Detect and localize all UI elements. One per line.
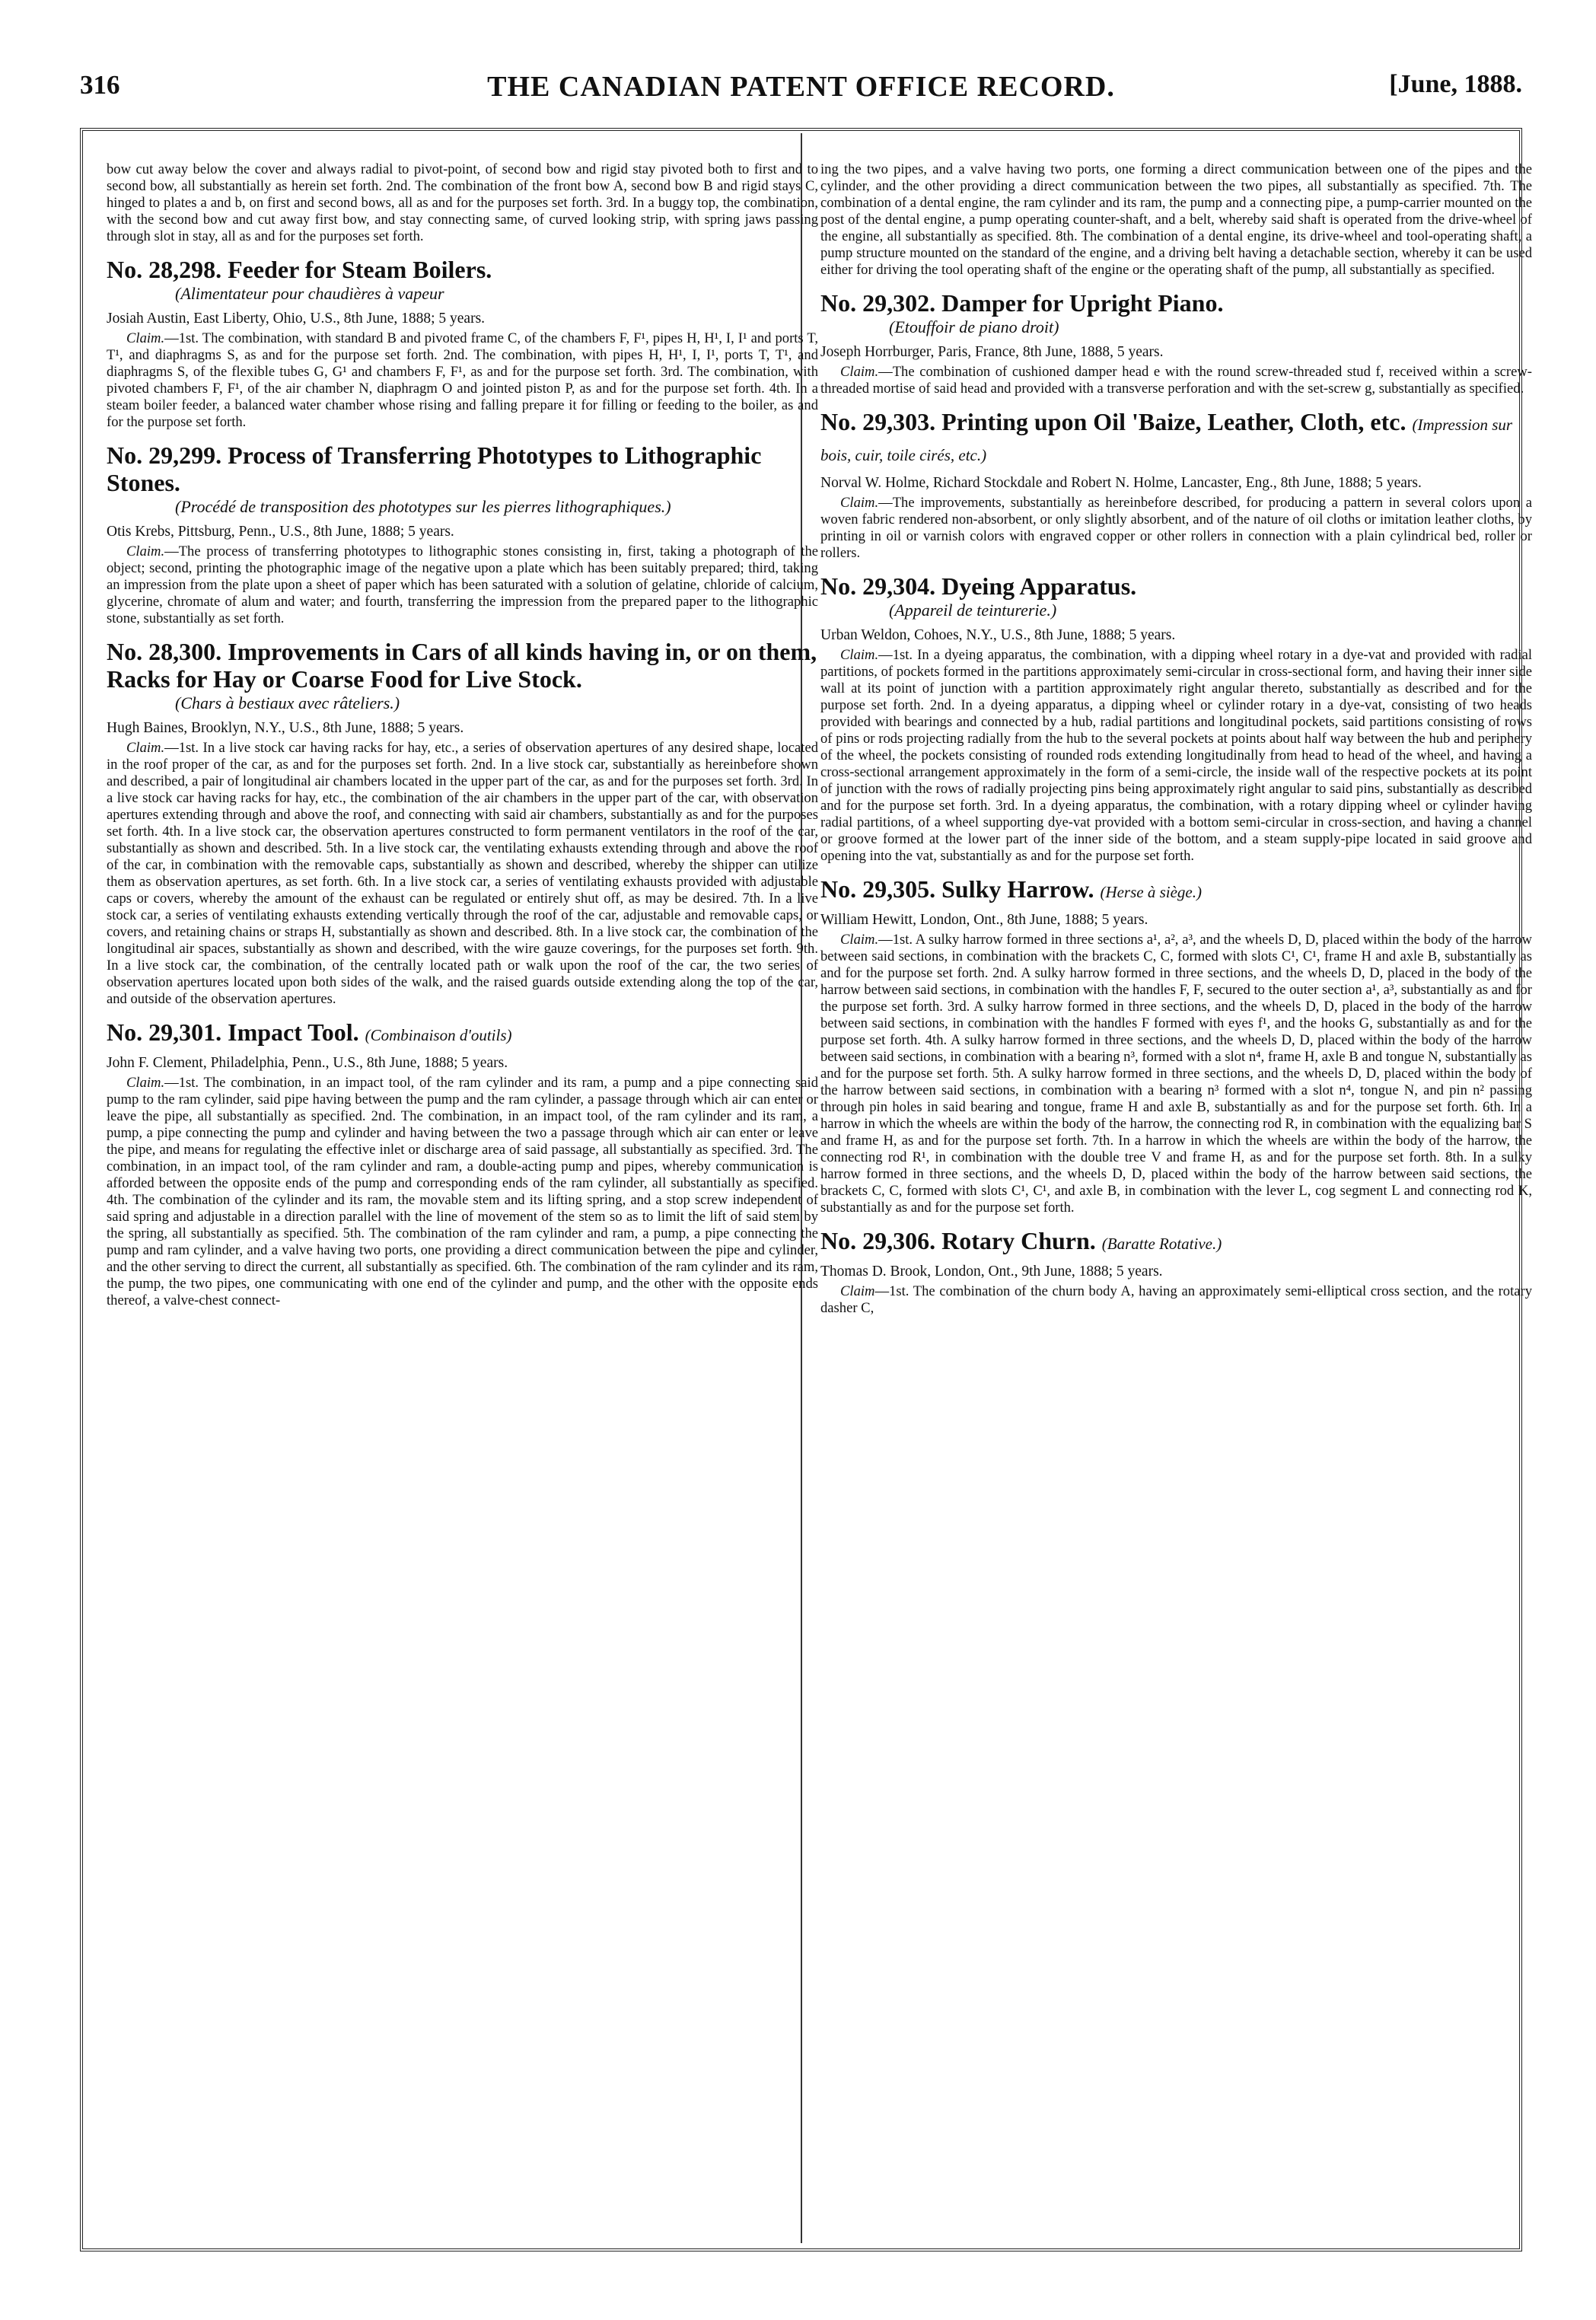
claim-label: Claim — [840, 1283, 875, 1299]
patent-entry — [820, 875, 1532, 1216]
claim-text — [820, 647, 1532, 865]
patent-title: Printing upon Oil 'Baize, Leather, Cloth, etc. — [941, 408, 1406, 435]
claim-label: Claim. — [126, 740, 165, 756]
claim-label: Claim. — [126, 543, 165, 559]
patent-entry — [820, 572, 1532, 865]
claim-text — [820, 364, 1532, 397]
french-title: (Impression sur bois, cuir, toile cirés, etc.) — [820, 416, 1513, 464]
claim-body: —1st. A sulky harrow formed in three sections a¹, a², a³, and the wheels D, D, placed within the body of the harrow between said sections, in combination with the brackets C, C, formed with slots C¹, C¹, frame H and axle B, substantially as and for the purpose set forth. 2nd. A sulky harrow formed in three sections, and the wheels D, D, placed in the body of the harrow between said sections, in combination with the handles F, F, secured to the outer section a¹, a³, substantially as and for the purpose set forth. 3rd. A sulky harrow formed in three sections, and the wheels D, D, placed in the body of the harrow between said sections, in combination with the handles F formed with eyes f¹, and the hooks G, substantially as and for the purpose set forth. 4th. A sulky harrow formed in three sections, and the wheels D, D, placed within the body of the harrow between said sections, in combination with a bearing n³, formed with a slot n⁴, frame H, axle B and tongue N, substantially as and for the purpose set forth. 5th. A sulky harrow formed in three sections, and the wheels D, D, placed within the body of the harrow between said sections, in combination with a bearing n³ formed with a slot n⁴, tongue N, and pin n² passing through pin holes in said bearing and tongue, frame H and axle B, substantially as and for the purpose set forth. 6th. In a harrow in which the wheels are within the body of the harrow, the connecting rod R, in combination with the equalizing bar S and frame H, as and for the purpose set forth. 7th. In a harrow in which the wheels are within the body of the harrow, the connecting rod R¹, in combination with the double tree V and frame H, as and for the purpose set forth. 8th. In a sulky harrow formed in three sections, and the wheels D, D, placed within the body of the harrow between said sections, the brackets C, C, formed with slots C¹, C¹, and axle B, in combination with the lever L, cog segment L and connecting rod K, substantially as and for the purpose set forth. — [820, 932, 1532, 1216]
entry-heading — [820, 1227, 1532, 1257]
patent-title: Improvements in Cars of all kinds having in, or on them, Racks for Hay or Coarse Food for Live Stock. — [107, 638, 817, 693]
claim-label: Claim. — [840, 647, 879, 663]
patent-entry — [820, 408, 1532, 562]
inventor-line: Joseph Horrburger, Paris, France, 8th June, 1888, 5 years. — [820, 344, 1164, 360]
patent-number: No. 29,305. — [820, 875, 936, 903]
patent-title: Feeder for Steam Boilers. — [228, 256, 492, 283]
patent-title: Dyeing Apparatus. — [941, 572, 1137, 600]
claim-label: Claim. — [840, 932, 879, 948]
patent-number: No. 29,303. — [820, 408, 936, 435]
claim-text — [820, 932, 1532, 1216]
french-title: (Herse à siège.) — [1100, 883, 1202, 901]
inventor-line: Norval W. Holme, Richard Stockdale and Robert N. Holme, Lancaster, Eng., 8th June, 1888; 5 years. — [820, 475, 1422, 491]
entry-heading — [107, 256, 818, 283]
claim-label: Claim. — [840, 495, 879, 511]
french-title: (Alimentateur pour chaudières à vapeur — [175, 284, 444, 303]
claim-label: Claim. — [126, 1075, 165, 1091]
claim-label: Claim. — [840, 364, 879, 380]
claim-text — [107, 740, 818, 1008]
claim-text — [107, 1075, 818, 1309]
patent-number: No. 29,304. — [820, 572, 936, 600]
page-number: 316 — [80, 70, 120, 100]
inventor-line: Urban Weldon, Cohoes, N.Y., U.S., 8th June, 1888; 5 years. — [820, 627, 1176, 643]
patent-title: Rotary Churn. — [941, 1227, 1096, 1254]
claim-body: —1st. The combination, in an impact tool, of the ram cylinder and its ram, a pump and a pipe connecting said pump to the ram cylinder, said pipe having between the pump and the ram cylinder, a passage through which air can enter or leave the pipe, all substantially as specified. 2nd. The combination, in an impact tool, of the ram cylinder and its ram, a pump, a pipe connecting the pump and cylinder and having between the two a passage through which air can enter or leave the pipe, and means for regulating the effective inlet or discharge area of said passage, all substantially as specified. 3rd. The combination, in an impact tool, of the ram cylinder and ram, a double-acting pump and pipes, whereby communication is afforded between the opposite ends of the pump and corresponding ends of the ram cylinder, all substantially as specified. 4th. The combination of the cylinder and its ram, the movable stem and its lifting spring, and a stop screw independent of said spring and adjustable in a direction parallel with the line of movement of the stem so as to limit the lift of said stem by the spring, all substantially as specified. 5th. The combination of the ram cylinder and ram, a pump, a pipe connecting the pump and ram cylinder, and a valve having two ports, one providing a direct communication between the pipe and cylinder, and the other serving to direct the current, all substantially as specified. 6th. The combination of the ram cylinder and its ram, the pump, the two pipes, one communicating with one end of the cylinder and pump, and the other with the opposite ends thereof, a valve-chest connect- — [107, 1075, 818, 1308]
claim-text — [820, 1283, 1532, 1317]
entry-heading — [820, 408, 1532, 469]
inventor-line: John F. Clement, Philadelphia, Penn., U.S., 8th June, 1888; 5 years. — [107, 1055, 508, 1071]
patent-entry — [107, 1018, 818, 1309]
right-column — [820, 161, 1532, 2243]
entry-heading — [820, 875, 1532, 906]
french-title: (Combinaison d'outils) — [365, 1026, 512, 1044]
claim-body: —The improvements, substantially as hereinbefore described, for producing a pattern in several colors upon a woven fabric rendered non-absorbent, or only slightly absorbent, and of the nature of oil cloths or imitation leather cloths, by printing in oil or varnish colors with engraved copper or other rollers in connection with a plain cylindrical bed, roller or rollers. — [820, 495, 1532, 561]
french-title: (Appareil de teinturerie.) — [889, 601, 1057, 620]
patent-entry — [107, 441, 818, 627]
continuation-text: ing the two pipes, and a valve having two ports, one forming a direct communication between one of the pipes and the cylinder, and the other providing a direct communication between the two pipes, all substantially as specified. 7th. The combination of a dental engine, the ram cylinder and its ram, the pump and a connecting pipe, a pump-carrier mounted on the post of the dental engine, a pump operating counter-shaft, and a belt, whereby said shaft is operated from the drive-wheel of the engine, all substantially as specified. 8th. The combination of a dental engine, its drive-wheel and tool-operating shaft, a pump structure mounted on the standard of the engine, and a driving belt having a detachable section, whereby it can be used either for driving the tool operating shaft of the engine or the operating shaft of the pump, all substantially as specified. — [820, 161, 1532, 278]
patent-entry — [107, 638, 818, 1008]
claim-label: Claim. — [126, 330, 165, 346]
inventor-line: Thomas D. Brook, London, Ont., 9th June, 1888; 5 years. — [820, 1264, 1163, 1280]
continuation-text: bow cut away below the cover and always radial to pivot-point, of second bow and rigid stay pivoted both to first and to second bow, all substantially as herein set forth. 2nd. The combination of the front bow A, second bow B and rigid stays C, hinged to plates a and b, on first and second bows, all as and for the purposes set forth. 3rd. In a buggy top, the combination, with the second bow and cut away first bow, and stay connecting same, of curved looking strip, with spring jaws passing through slot in stay, all as and for the purposes set forth. — [107, 161, 818, 244]
inventor-line: Otis Krebs, Pittsburg, Penn., U.S., 8th June, 1888; 5 years. — [107, 524, 454, 540]
claim-text — [107, 330, 818, 431]
patent-title: Process of Transferring Phototypes to Lithographic Stones. — [107, 441, 762, 496]
claim-body: —1st. The combination of the churn body A, having an approximately semi-elliptical cross section, and the rotary dasher C, — [820, 1283, 1532, 1316]
left-column — [107, 161, 818, 2243]
issue-date: [June, 1888. — [1389, 70, 1522, 98]
entry-heading — [820, 572, 1532, 600]
french-title: (Etouffoir de piano droit) — [889, 317, 1059, 336]
claim-body: —The process of transferring phototypes to lithographic stones consisting in, first, taking a photograph of the object; second, printing the photographic image of the negative upon a plate which has been suitably prepared; third, taking an impression from the plate upon a sheet of paper which has been saturated with a solution of gelatine, chloride of calcium, glycerine, chromate of alum and water; and fourth, transferring the impression from the prepared paper to the lithographic stone, substantially as set forth. — [107, 543, 818, 626]
claim-body: —The combination of cushioned damper head e with the round screw-threaded stud f, received within a screw-threaded mortise of said head and provided with a transverse perforation and with the set-screw g, substantially as specified. — [820, 364, 1532, 397]
page-header — [80, 70, 1522, 108]
claim-text — [820, 495, 1532, 562]
entry-heading — [820, 289, 1532, 317]
entry-heading — [107, 1018, 818, 1049]
patent-entry — [820, 1227, 1532, 1317]
patent-number: No. 29,299. — [107, 441, 222, 469]
running-title: THE CANADIAN PATENT OFFICE RECORD. — [487, 71, 1115, 103]
claim-body: —1st. In a dyeing apparatus, the combination, with a dipping wheel rotary in a dye-vat and provided with radial partitions, of pockets formed in the partitions approximately semi-circular in cross-sectional form, and having their inner side wall at its point of junction with a partition approximately right angular thereto, substantially as described and for the purpose set forth. 2nd. In a dyeing apparatus, a dipping wheel or cylinder rotary in a dye-vat, consisting of two heads provided with bearings and connected by a hub, radial partitions and longitudinal pockets, said partitions consisting of rows of pins or rods projecting radially from the hub to the several pockets at points about half way between the hub and periphery of the wheel, the pockets consisting of rounded rods extending longitudinally from head to head of the wheel, and having a cross-sectional arrangement approximately in the form of a semi-circle, the inside wall of the respective pockets at its point of junction with the rows of radially projecting pins being approximately right angular to said pins, substantially as described and for the purpose set forth. 3rd. In a dyeing apparatus, the combination, with a rotary dipping wheel or cylinder having radial partitions, of a wheel supporting dye-vat provided with a bottom semi-circular in cross-section, and having a channel or groove formed at the lower part of the inner side of the bottom, and a steam supply-pipe located in said groove and opening into the vat, substantially as and for the purpose set forth. — [820, 647, 1532, 864]
claim-text — [107, 543, 818, 627]
french-title: (Chars à bestiaux avec râteliers.) — [175, 693, 400, 712]
patent-number: No. 29,306. — [820, 1227, 936, 1254]
patent-number: No. 28,300. — [107, 638, 222, 665]
patent-title: Damper for Upright Piano. — [941, 289, 1224, 317]
inventor-line: William Hewitt, London, Ont., 8th June, 1888; 5 years. — [820, 912, 1148, 928]
entry-heading — [107, 441, 818, 496]
patent-number: No. 29,302. — [820, 289, 936, 317]
patent-entry — [107, 256, 818, 431]
patent-entry — [820, 289, 1532, 397]
patent-title: Sulky Harrow. — [941, 875, 1094, 903]
patent-title: Impact Tool. — [228, 1018, 359, 1046]
entry-heading — [107, 638, 818, 693]
inventor-line: Hugh Baines, Brooklyn, N.Y., U.S., 8th June, 1888; 5 years. — [107, 720, 464, 736]
inventor-line: Josiah Austin, East Liberty, Ohio, U.S., 8th June, 1888; 5 years. — [107, 311, 486, 327]
french-title: (Baratte Rotative.) — [1101, 1235, 1222, 1253]
patent-number: No. 29,301. — [107, 1018, 222, 1046]
patent-number: No. 28,298. — [107, 256, 222, 283]
claim-body: —1st. The combination, with standard B and pivoted frame C, of the chambers F, F¹, pipes H, H¹, I, I¹ and ports T, T¹, and diaphragms S, as and for the purpose set forth. 2nd. The combination, with pipes H, H¹, I, I¹, ports T, T¹, and diaphragms S, of the flexible tubes G, G¹ and chambers F, F¹, as and for the purpose set forth. 3rd. The combination, with pivoted chambers F, F¹, of the air chamber N, diaphragm O and jointed piston P, as and for the purpose set forth. 4th. In a steam boiler feeder, a balanced water chamber whose rising and falling prepare it for filling or feeding to the boiler, as and for the purpose set forth. — [107, 330, 818, 430]
french-title: (Procédé de transposition des phototypes sur les pierres lithographiques.) — [175, 497, 671, 516]
claim-body: —1st. In a live stock car having racks for hay, etc., a series of observation apertures of any desired shape, located in the roof proper of the car, as and for the purposes set forth. 2nd. In a live stock car, substantially as hereinbefore shown and described, a pair of longitudinal air chambers located in the upper part of the car, as and for the purposes set forth. 3rd. In a live stock car having racks for hay, etc., the combination of the air chambers in the upper part of the car, with observation apertures extending through and above the roof, and connecting with said air chambers, substantially as and for the purposes set forth. 4th. In a live stock car, the observation apertures constructed to form permanent ventilators in the roof of the car, substantially as shown and described. 5th. In a live stock car, the ventilating exhausts extending through and above the roof of the car, in combination with the removable caps, substantially as shown and described, whereby the shipper can utilize them as observation apertures, as set forth. 6th. In a live stock car, a series of ventilating exhausts provided with adjustable caps or covers, whereby the amount of the exhaust can be regulated or entirely shut off, as may be desired. 7th. In a live stock car, a series of ventilating exhausts extending vertically through the roof of the car, adjustable and removable caps, or covers, and retaining chains or straps H, substantially as shown and described. 8th. In a live stock car, the combination of the longitudinal air spaces, substantially as shown and described, with the wire gauze coverings, for the purposes set forth. 9th. In a live stock car, the combination, of the centrally located path or walk upon the roof of the car, the two series of observation apertures located upon both sides of the walk, and the raised guards outside extending along the top of the car, and outside of the observation apertures. — [107, 740, 818, 1007]
